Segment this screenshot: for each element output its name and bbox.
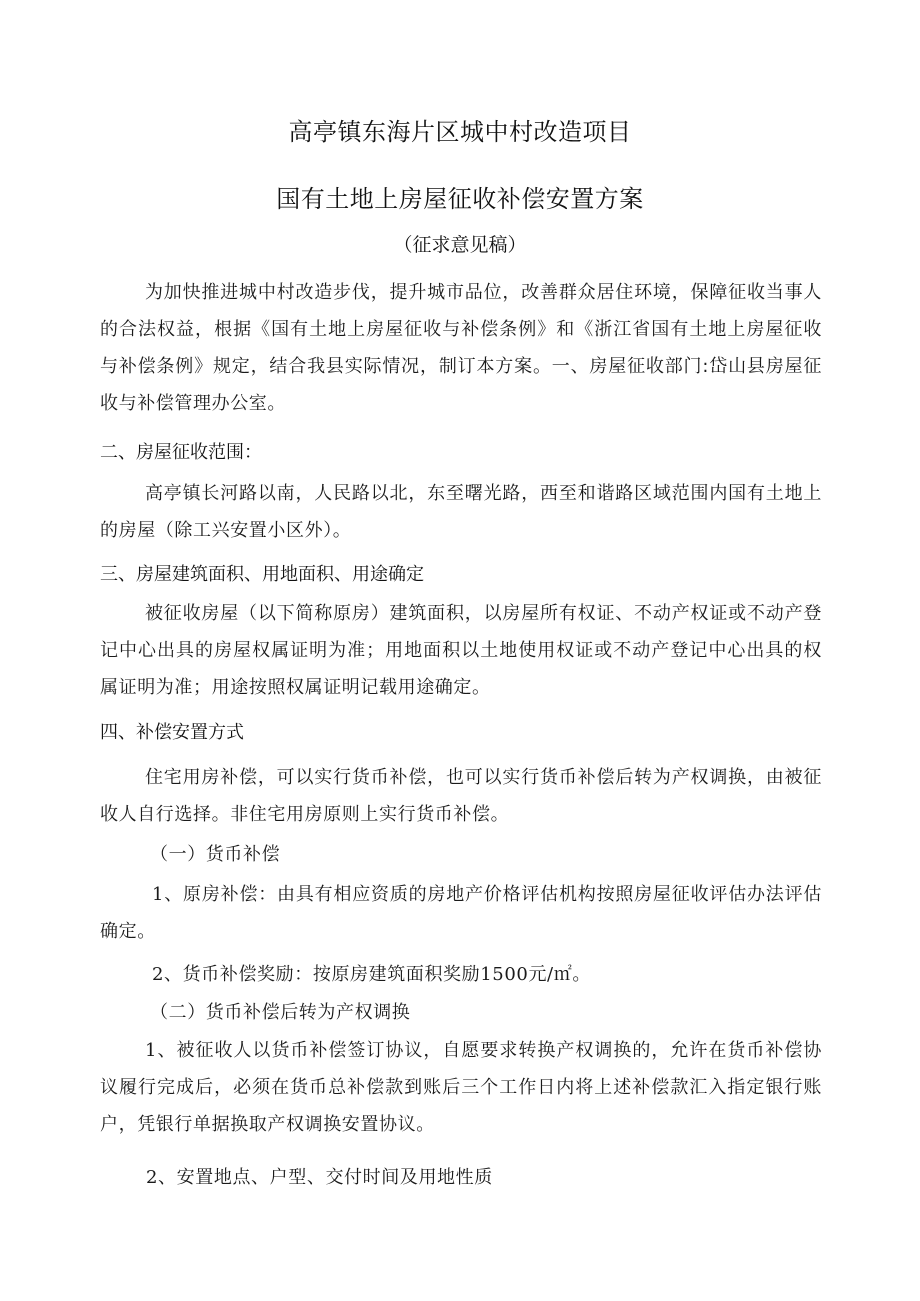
sub1-item2: 2、货币补偿奖励：按原房建筑面积奖励1500元/㎡。 [152,964,591,985]
section1-heading: 一、房屋征收部门: [551,356,710,377]
document-subtitle: （征求意见稿） [393,234,527,256]
section4-heading: 四、补偿安置方式 [100,722,244,743]
document-title-line1: 高亭镇东海片区城中村改造项目 [288,118,632,146]
section2-body: 高亭镇长河路以南，人民路以北，东至曙光路，西至和谐路区域范围内国有土地上的房屋（除工兴安置小区外）。 [100,483,822,541]
section3-heading: 三、房屋建筑面积、用地面积、用途确定 [100,564,424,585]
intro-text: 为加快推进城中村改造步伐，提升城市品位，改善群众居住环境，保障征收当事人的合法权益，根据《国有土地上房屋征收与补偿条例》和《浙江省国有土地上房屋征收与补偿条例》规定，结合我县实际情况，制订本方案。 [100,282,822,377]
section1-body: 岱山县房屋征收与补偿管理办公室。 [100,356,822,414]
document-title-line2: 国有土地上房屋征收补偿安置方案 [276,185,644,213]
intro-paragraph [100,274,822,422]
section2-heading: 二、房屋征收范围： [100,442,262,463]
sub2-item1: 1、被征收人以货币补偿签订协议，自愿要求转换产权调换的，允许在货币补偿协议履行完成后，必须在货币总补偿款到账后三个工作日内将上述补偿款汇入指定银行账户，凭银行单据换取产权调换安置协议。 [100,1040,822,1135]
section4-body: 住宅用房补偿，可以实行货币补偿，也可以实行货币补偿后转为产权调换，由被征收人自行选择。非住宅用房原则上实行货币补偿。 [100,767,822,825]
sub1-heading: （一）货币补偿 [150,844,281,865]
section3-body: 被征收房屋（以下简称原房）建筑面积，以房屋所有权证、不动产权证或不动产登记中心出具的房屋权属证明为准；用地面积以土地使用权证或不动产登记中心出具的权属证明为准；用途按照权属证明记载用途确定。 [100,603,822,698]
sub2-heading: （二）货币补偿后转为产权调换 [150,1002,411,1023]
sub2-item2: 2、安置地点、户型、交付时间及用地性质 [146,1167,493,1188]
sub1-item1: 1、原房补偿：由具有相应资质的房地产价格评估机构按照房屋征收评估办法评估确定。 [100,884,822,942]
